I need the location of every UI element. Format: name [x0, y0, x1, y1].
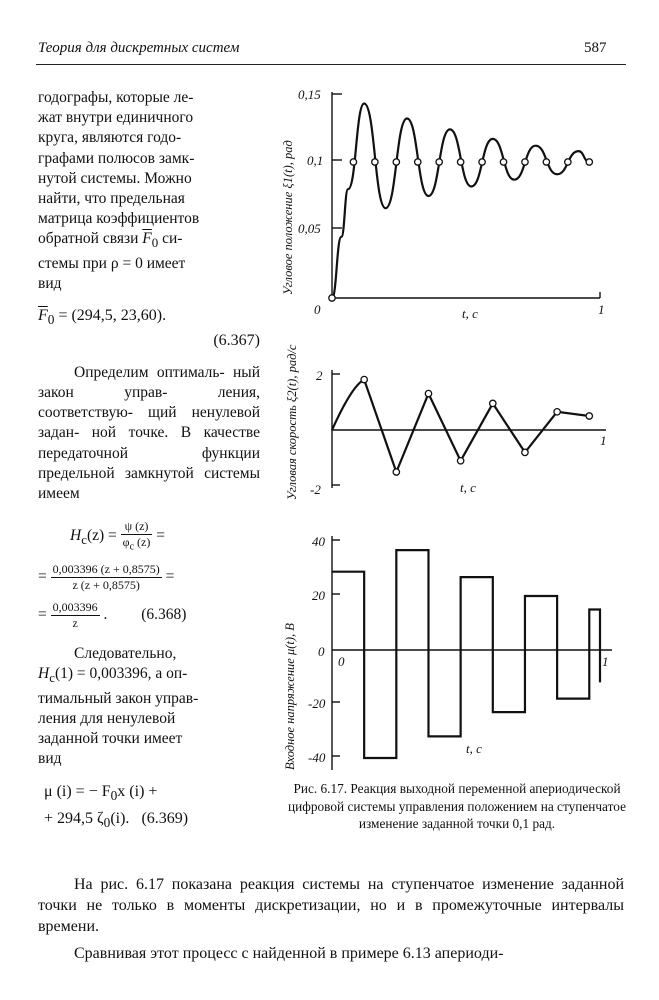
chart-1-sample-point: [457, 159, 463, 165]
chart-1-ytick-01: 0,1: [307, 153, 324, 168]
chart-1-ytick-005: 0,05: [298, 221, 321, 236]
chart-3-ytick-neg20: -20: [308, 696, 326, 711]
chart-1-sample-point: [329, 295, 335, 301]
chart-2-sample-point: [425, 390, 431, 396]
chart-1-sample-point: [436, 159, 442, 165]
chart-1-sample-point: [479, 159, 485, 165]
body-paragraph-2: Сравнивая этот процесс с найденной в примере 6.13 апериоди-: [74, 945, 504, 962]
equation-6-368: $H_c(z)$ = $\frac{\psi (z)}{\varphi_c (z)}$ = = $\frac{0,003396 (z + 0,8575)}{z (z + 0,8575)}$ = = $\frac{0,003396}{z}$ . (6.368): [38, 518, 187, 631]
chart-2-sample-point: [361, 376, 367, 382]
chart-1-sample-point: [350, 159, 356, 165]
chart-1-sample-point: [543, 159, 549, 165]
chart-2-sample-point: [490, 400, 496, 406]
chart-1-xlabel: t, c: [462, 306, 478, 321]
chart-1-ylabel: Угловое положение ξ1(t), рад: [281, 140, 295, 295]
body-text: [38, 874, 624, 964]
chart-2-sample-markers: [361, 376, 593, 475]
chart-1-response-curve: [332, 104, 589, 298]
chart-3-ytick-20: 20: [312, 588, 325, 603]
chart-2-ytick-neg2: -2: [310, 482, 321, 497]
chart-2-sample-point: [457, 458, 463, 464]
running-header-title: Теория для дискретных систем: [38, 40, 240, 56]
chart-1-sample-point: [586, 159, 592, 165]
chart-1-xtick-0: 0: [314, 302, 321, 317]
chart-1-xtick-1: 1: [598, 302, 605, 317]
paragraph-2: Определим оптималь- ный закон управ- ления, соответствую- щий ненулевой задан- ной точке. В качестве передаточной функции предельной замкнутой системы имеем: [38, 363, 261, 502]
chart-3-xtick-1: 1: [602, 654, 609, 669]
page-number: 587: [584, 40, 607, 56]
chart-1-sample-point: [393, 159, 399, 165]
chart-3-ytick-40: 40: [312, 534, 325, 549]
body-paragraph-1: На рис. 6.17 показана реакция системы на ступенчатое изменение заданной точки не только в моменты дискретизации, но и в промежуточные интервалы времени.: [38, 876, 624, 935]
chart-2-sample-point: [522, 449, 528, 455]
equation-6-367: $\overline{F}_0 = (294,5$, 23,60). (6.367): [38, 306, 260, 351]
chart-3-staircase: [332, 550, 600, 758]
chart-3-ytick-0: 0: [318, 644, 325, 659]
paragraph-1: годографы, которые ле- жат внутри единичного круга, являются годо- графами полюсов замк- нутой системы. Можно найти, что предельная матрица коэффициентов обратной связи $\overline{F}_0$ си- стемы при ρ = 0 имеет вид: [38, 89, 200, 292]
chart-1-position: [281, 87, 605, 321]
chart-3-xtick-0: 0: [338, 654, 345, 669]
chart-1-sample-point: [522, 159, 528, 165]
chart-2-ytick-2: 2: [316, 368, 323, 383]
chart-3-ylabel: Входное напряжение μ(t), В: [283, 623, 297, 770]
chart-1-sample-point: [565, 159, 571, 165]
paragraph-3: Следовательно, $H_c(1) = 0,003396$, а оп- тимальный закон управ- ления для ненулевой заданной точки имеет вид: [38, 645, 199, 768]
chart-2-xlabel: t, c: [460, 480, 476, 495]
chart-2-xtick-1: 1: [600, 433, 607, 448]
chart-2-sample-point: [586, 413, 592, 419]
chart-2-velocity: [285, 344, 607, 500]
chart-3-xlabel: t, c: [466, 741, 482, 756]
chart-1-ytick-015: 0,15: [298, 87, 321, 102]
chart-1-sample-point: [415, 159, 421, 165]
figure-6-17: [270, 80, 640, 780]
left-column: [38, 88, 260, 834]
equation-6-369: μ (i) = − $F_0x$ (i) + + 294,5 $\zeta_0(i)$. (6.369): [44, 782, 189, 830]
chart-1-sample-point: [372, 159, 378, 165]
chart-3-input-voltage: [283, 534, 612, 770]
chart-2-ylabel: Угловая скорость ξ2(t), рад/с: [285, 344, 299, 500]
chart-3-ytick-neg40: -40: [308, 750, 326, 765]
chart-2-sample-point: [554, 409, 560, 415]
chart-2-sample-point: [393, 469, 399, 475]
chart-1-sample-markers: [329, 159, 593, 301]
header-rule: [36, 64, 626, 65]
figure-caption: Рис. 6.17. Реакция выходной переменной апериодической цифровой системы управления положением на ступенчатое изменение заданной точки 0,1 рад.: [288, 781, 626, 831]
chart-1-sample-point: [500, 159, 506, 165]
equation-number: (6.367): [213, 331, 260, 349]
